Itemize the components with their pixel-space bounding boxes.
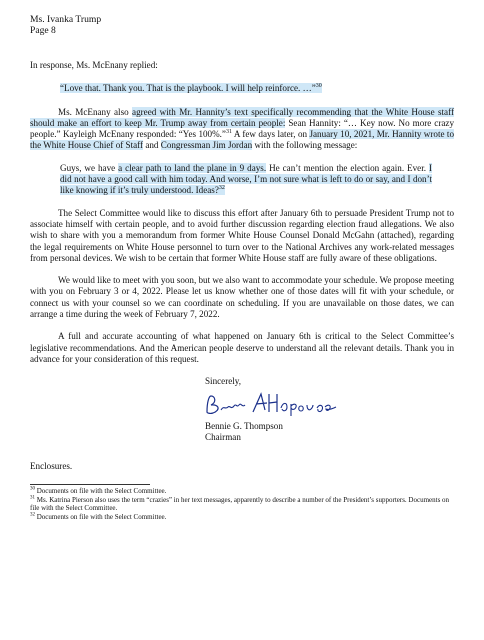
closing-sincerely: Sincerely,	[205, 376, 242, 387]
highlighted-quote: “Love that. Thank you. That is the playbook. I will help reinforce. …”$^{30}$	[60, 83, 322, 94]
footnote-30: $^{30}$ Documents on file with the Select Committee.	[30, 487, 167, 496]
highlight-land-plane: a clear path to land the plane in 9 days.	[118, 162, 267, 173]
page-number: Page 8	[30, 25, 56, 36]
intro-paragraph: In response, Ms. McEnany replied:	[30, 60, 158, 70]
handwritten-signature	[201, 390, 351, 420]
footnote-ref-31: 31	[225, 129, 232, 136]
footnote-ref-32: 32	[218, 185, 225, 192]
signature-block	[205, 376, 454, 443]
quote-mcenany	[60, 83, 432, 94]
footnote-31: $^{31}$ Ms. Katrina Pierson also uses the term “crazies” in her text messages, apparently to describe a number of the President’s supporters. Documents on file with the Select Committee.	[30, 495, 450, 513]
highlight-bad-call: I did not have a good call with him today. And worse, I’m not sure what is left to do or say, and I don’t like knowing if it’s truly understood. Ideas?$^{32}$	[60, 162, 432, 196]
signer-name: Bennie G. Thompson	[205, 420, 283, 431]
signer-title: Chairman	[205, 431, 241, 442]
enclosures-note: Enclosures.	[30, 461, 73, 472]
paragraph-select-committee: The Select Committee would like to discuss this effort after January 6th to persuade President Trump not to associate himself with certain people, and to avoid further discussion regarding election fraud allegations. We also wish to share with you a memorandum from former White House Counsel Donald McGahn (attached), regarding the legal requirements on White House personnel to turn over to the National Archives any work-related messages from personal devices. We wish to be certain that former White House staff are fully aware of these obligations.	[30, 207, 454, 263]
footnotes-section	[30, 484, 454, 521]
quote-hannity-message: Guys, we have a clear path to land the plane in 9 days. He can’t mention the election again. Ever. I did not have a good call with him today. And worse, I’m not sure what is left to do or say, and I don’t like knowing if it’s truly understood. Ideas?$^{32}$	[60, 162, 432, 196]
paragraph-accounting: A full and accurate accounting of what happened on January 6th is critical to the Select Committee’s legislative recommendations. And the American people deserve to understand all the relevant details. Thank you in advance for your consideration of this request.	[30, 331, 454, 364]
highlight-recommendation: agreed with Mr. Hannity’s text specifically recommending that the White House staff should make an effort to keep Mr. Trump away from certain people:	[30, 106, 454, 128]
footnote-divider	[30, 484, 150, 485]
highlight-jan10: January 10, 2021, Mr. Hannity wrote to the White House Chief of Staff	[30, 129, 454, 151]
footnote-32: $^{32}$ Documents on file with the Select Committee.	[30, 512, 167, 521]
paragraph-hannity-text: Ms. McEnany also agreed with Mr. Hannity’s text specifically recommending that the White House staff should make an effort to keep Mr. Trump away from certain people: Sean Hannity: “… Key now. No more crazy people.” Kayleigh McEnany responded: “Yes 100%.”$^{31}$ A few days later, on January 10, 2021, Mr. Hannity wrote to the White House Chief of Staff and Congressman Jim Jordan with the following message:	[30, 106, 454, 151]
paragraph-meeting: We would like to meet with you soon, but we also want to accommodate your schedule. We propose meeting with you on February 3 or 4, 2022. Please let us know whether one of those dates will fit with your schedule, or connect us with your counsel so we can coordinate on scheduling. If you are unavailable on those dates, we can arrange a time during the week of February 7, 2022.	[30, 275, 454, 320]
highlight-jordan: Congressman Jim Jordan	[160, 140, 253, 151]
footnote-ref-30: 30	[315, 83, 322, 90]
recipient-line: Ms. Ivanka Trump	[30, 14, 102, 25]
